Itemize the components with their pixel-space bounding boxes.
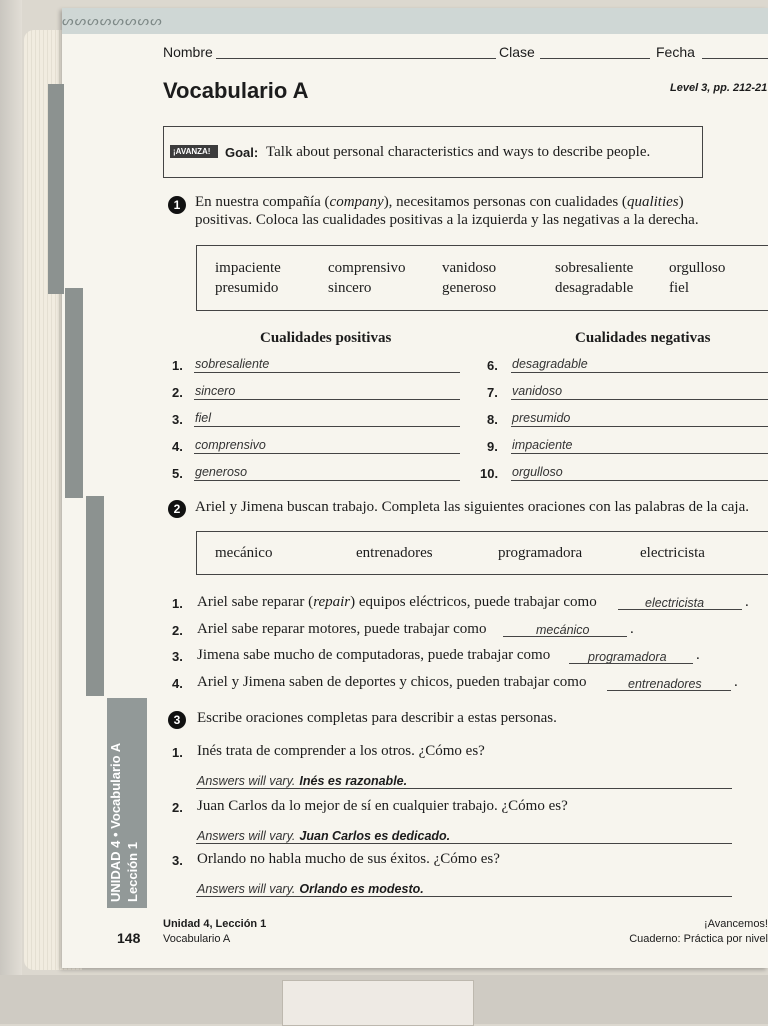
item-number: 1. xyxy=(172,596,183,611)
word-box-item: impaciente xyxy=(215,260,281,276)
item-number: 4. xyxy=(172,676,183,691)
page-title: Vocabulario A xyxy=(163,78,309,103)
goal-text: Talk about personal characteristics and ways to describe people. xyxy=(266,144,651,160)
word-box-item: mecánico xyxy=(215,545,273,561)
scan-background-left xyxy=(0,0,22,1024)
clase-label: Clase xyxy=(499,44,535,60)
footer-brand: ¡Avancemos! xyxy=(704,918,768,930)
word-box-item: fiel xyxy=(669,280,689,296)
answer-line xyxy=(511,372,768,373)
footer-sub: Vocabulario A xyxy=(163,933,231,945)
word-box-item: vanidoso xyxy=(442,260,497,276)
answer-text[interactable]: generoso xyxy=(195,465,248,479)
sentence-text: Jimena sabe mucho de computadoras, puede trabajar como xyxy=(197,647,551,663)
word-box-item: comprensivo xyxy=(328,260,406,276)
item-number: 2. xyxy=(172,623,183,638)
word-box-item: desagradable xyxy=(555,280,634,296)
fecha-field[interactable] xyxy=(702,58,768,59)
word-box-1 xyxy=(196,245,768,311)
answer-text[interactable]: Answers will vary. Inés es razonable. xyxy=(197,774,408,788)
word-box-2 xyxy=(196,531,768,575)
exercise-3-instruction: Escribe oraciones completas para describir a estas personas. xyxy=(197,710,557,726)
footer-unit: Unidad 4, Lección 1 xyxy=(163,918,267,930)
answer-text[interactable]: presumido xyxy=(512,411,571,425)
answer-line xyxy=(194,399,460,400)
exercise-2-number: 2 xyxy=(168,500,186,518)
item-number: 6. xyxy=(487,358,498,373)
word-box-item: orgulloso xyxy=(669,260,726,276)
edge-tab-mark xyxy=(48,84,64,294)
answer-line xyxy=(503,636,627,637)
answer-line xyxy=(194,480,460,481)
answer-line xyxy=(194,453,460,454)
word-box-item: entrenadores xyxy=(356,545,433,561)
answer-line xyxy=(196,788,732,789)
item-number: 2. xyxy=(172,385,183,400)
answer-line xyxy=(196,896,732,897)
answer-text[interactable]: desagradable xyxy=(512,357,588,371)
exercise-1-instruction-line2: positivas. Coloca las cualidades positivas a la izquierda y las negativas a la derecha. xyxy=(195,212,699,228)
answer-line xyxy=(569,663,693,664)
item-number: 10. xyxy=(480,466,499,481)
sentence-text: Ariel sabe reparar motores, puede trabajar como xyxy=(197,621,487,637)
answer-text[interactable]: orgulloso xyxy=(512,465,563,479)
side-tab-text: UNIDAD 4 • Vocabulario A Lección 1 xyxy=(108,742,140,902)
item-number: 3. xyxy=(172,412,183,427)
answer-line xyxy=(511,426,768,427)
answer-text[interactable]: electricista xyxy=(645,596,705,610)
book-stand xyxy=(282,980,474,1026)
word-box-item: sincero xyxy=(328,280,372,296)
fecha-label: Fecha xyxy=(656,44,695,60)
answer-text[interactable]: impaciente xyxy=(512,438,573,452)
item-number: 5. xyxy=(172,466,183,481)
nombre-field[interactable] xyxy=(216,58,496,59)
item-number: 3. xyxy=(172,649,183,664)
nombre-label: Nombre xyxy=(163,44,213,60)
answer-line xyxy=(194,372,460,373)
unit-side-tab xyxy=(107,698,147,908)
answer-line xyxy=(511,480,768,481)
answer-text[interactable]: sobresaliente xyxy=(195,357,270,371)
exercise-3-number: 3 xyxy=(168,711,186,729)
question-text: Juan Carlos da lo mejor de sí en cualquier trabajo. ¿Cómo es? xyxy=(197,798,568,814)
answer-line xyxy=(607,690,731,691)
question-text: Inés trata de comprender a los otros. ¿Cómo es? xyxy=(197,743,485,759)
exercise-1-number: 1 xyxy=(168,196,186,214)
answer-text[interactable]: comprensivo xyxy=(195,438,266,452)
answer-text[interactable]: entrenadores xyxy=(628,677,702,691)
word-box-item: programadora xyxy=(498,545,583,561)
goal-label: Goal: xyxy=(225,145,259,160)
positive-column-header: Cualidades positivas xyxy=(260,330,392,346)
answer-line xyxy=(196,843,732,844)
answer-text[interactable]: Answers will vary. Juan Carlos es dedicado. xyxy=(197,829,451,843)
answer-line xyxy=(511,453,768,454)
decorative-border: ᔕᔕᔕᔕᔕᔕᔕᔕ xyxy=(62,8,768,34)
word-box-item: generoso xyxy=(442,280,497,296)
item-number: 1. xyxy=(172,745,183,760)
word-box-item: presumido xyxy=(215,280,279,296)
item-number: 9. xyxy=(487,439,498,454)
sentence-text: Ariel sabe reparar (repair) equipos eléctricos, puede trabajar como xyxy=(197,594,597,610)
item-number: 3. xyxy=(172,853,183,868)
word-box-item: electricista xyxy=(640,545,705,561)
sentence-text: Ariel y Jimena saben de deportes y chicos, pueden trabajar como xyxy=(197,674,587,690)
edge-tab-mark xyxy=(86,496,104,696)
answer-text[interactable]: fiel xyxy=(195,411,211,425)
item-number: 8. xyxy=(487,412,498,427)
clase-field[interactable] xyxy=(540,58,650,59)
answer-text[interactable]: sincero xyxy=(195,384,236,398)
item-number: 4. xyxy=(172,439,183,454)
exercise-2-instruction: Ariel y Jimena buscan trabajo. Completa las siguientes oraciones con las palabras de la caja. xyxy=(195,499,749,515)
item-number: 1. xyxy=(172,358,183,373)
answer-text[interactable]: mecánico xyxy=(536,623,590,637)
goal-box xyxy=(163,126,703,178)
word-box-item: sobresaliente xyxy=(555,260,634,276)
avanza-badge: ¡AVANZA! xyxy=(170,145,218,158)
answer-text[interactable]: vanidoso xyxy=(512,384,563,398)
answer-text[interactable]: programadora xyxy=(588,650,667,664)
footer-workbook: Cuaderno: Práctica por nivel xyxy=(629,933,768,945)
item-number: 2. xyxy=(172,800,183,815)
level-reference: Level 3, pp. 212-21 xyxy=(670,82,768,94)
answer-line xyxy=(618,609,742,610)
answer-line xyxy=(511,399,768,400)
item-number: 7. xyxy=(487,385,498,400)
question-text: Orlando no habla mucho de sus éxitos. ¿Cómo es? xyxy=(197,851,500,867)
page-number: 148 xyxy=(117,930,141,946)
answer-line xyxy=(194,426,460,427)
workbook-page: ᔕᔕᔕᔕᔕᔕᔕᔕ Nombre Clase Fecha Vocabulario A Level 3, pp. 212-21 ¡AVANZA! Goal: Talk about personal characteristics and ways to describe people. 1 En nuestra compañía (company), necesitamos personas con cualidades (qualities) positivas. Coloca las cualidades positivas a la izquierda y las negativas a la derecha. impaciente comprensivo vanidoso sobresaliente orgulloso presumido sincero generoso desagradable fiel Cualidades positivas Cualidades negativas 1. sobresaliente 2. sincero 3. fiel 4. comprensivo 5. generoso 6. desagradable 7. vanidoso 8. presumido 9. impaciente 10. orgulloso 2 Ariel y Jimena buscan trabajo. Completa las siguientes oraciones con las palabras de la caja. mecánico entrenadores programadora electricista 1. Ariel sabe reparar (repair) equipos eléctricos, puede trabajar como electricista . 2. Ariel sabe reparar motores, puede trabajar como mecánico . 3. Jimena sabe mucho de computadoras, puede trabajar como programadora . 4. Ariel y Jimena saben de deportes y chicos, pueden trabajar como entrenadores . 3 Escribe oraciones completas para describir a estas personas. 1. Inés trata de comprender a los otros. ¿Cómo es? Answers will vary. Inés es razonable. 2. Juan Carlos da lo mejor de sí en cualquier trabajo. ¿Cómo es? Answers will vary. Juan Carlos es dedicado. 3. Orlando no habla mucho de sus éxitos. ¿Cómo es? Answers will vary. Orlando es modesto. UNIDAD 4 • Vocabulario A Lección 1 148 Unidad 4, Lección 1 Vocabulario A ¡Avancemos! Cuaderno: Práctica por nivel xyxy=(62,8,768,968)
negative-column-header: Cualidades negativas xyxy=(575,330,711,346)
answer-text[interactable]: Answers will vary. Orlando es modesto. xyxy=(197,882,424,896)
exercise-1-instruction: En nuestra compañía (company), necesitamos personas con cualidades (qualities) xyxy=(195,194,684,210)
edge-tab-mark xyxy=(65,288,83,498)
